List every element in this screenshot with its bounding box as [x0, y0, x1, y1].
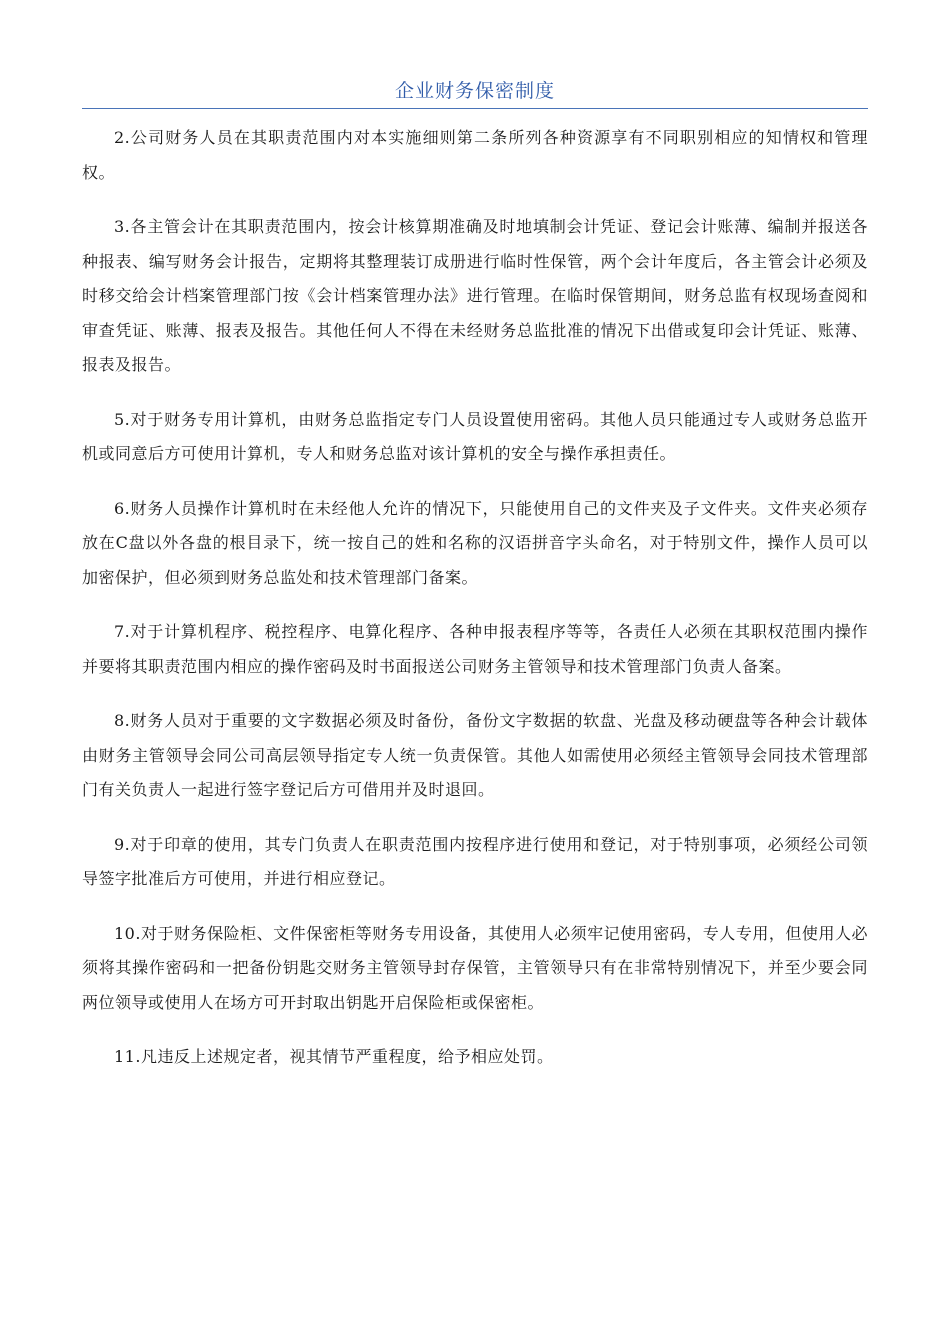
paragraph-item-5: 5.对于财务专用计算机，由财务总监指定专门人员设置使用密码。其他人员只能通过专人或财务总监开机或同意后方可使用计算机，专人和财务总监对该计算机的安全与操作承担责任。	[82, 409, 868, 463]
paragraph-item-6: 6.财务人员操作计算机时在未经他人允许的情况下，只能使用自己的文件夹及子文件夹。文件夹必须存放在C盘以外各盘的根目录下，统一按自己的姓和名称的汉语拼音字头命名，对于特别文件，操作人员可以加密保护，但必须到财务总监处和技术管理部门备案。	[82, 498, 868, 587]
paragraph-item-3: 3.各主管会计在其职责范围内，按会计核算期准确及时地填制会计凭证、登记会计账薄、编制并报送各种报表、编写财务会计报告，定期将其整理装订成册进行临时性保管，两个会计年度后，各主管会计必须及时移交给会计档案管理部门按《会计档案管理办法》进行管理。在临时保管期间，财务总监有权现场查阅和审查凭证、账薄、报表及报告。其他任何人不得在未经财务总监批准的情况下出借或复印会计凭证、账薄、报表及报告。	[82, 217, 868, 374]
page-header	[82, 76, 868, 109]
paragraph-item-7: 7.对于计算机程序、税控程序、电算化程序、各种申报表程序等等，各责任人必须在其职权范围内操作并要将其职责范围内相应的操作密码及时书面报送公司财务主管领导和技术管理部门负责人备案。	[82, 622, 868, 676]
paragraph-item-2: 2.公司财务人员在其职责范围内对本实施细则第二条所列各种资源享有不同职别相应的知情权和管理权。	[82, 128, 868, 182]
document-body	[82, 121, 868, 1095]
paragraph-item-10: 10.对于财务保险柜、文件保密柜等财务专用设备，其使用人必须牢记使用密码，专人专用，但使用人必须将其操作密码和一把备份钥匙交财务主管领导封存保管，主管领导只有在非常特别情况下，并至少要会同两位领导或使用人在场方可开封取出钥匙开启保险柜或保密柜。	[82, 923, 868, 1012]
paragraph-item-8: 8.财务人员对于重要的文字数据必须及时备份，备份文字数据的软盘、光盘及移动硬盘等各种会计载体由财务主管领导会同公司高层领导指定专人统一负责保管。其他人如需使用必须经主管领导会同技术管理部门有关负责人一起进行签字登记后方可借用并及时退回。	[82, 711, 868, 799]
paragraph-item-9: 9.对于印章的使用，其专门负责人在职责范围内按程序进行使用和登记，对于特别事项，必须经公司领导签字批准后方可使用，并进行相应登记。	[82, 834, 868, 888]
paragraph-item-11: 11.凡违反上述规定者，视其情节严重程度，给予相应处罚。	[114, 1047, 554, 1066]
document-title: 企业财务保密制度	[394, 80, 555, 102]
